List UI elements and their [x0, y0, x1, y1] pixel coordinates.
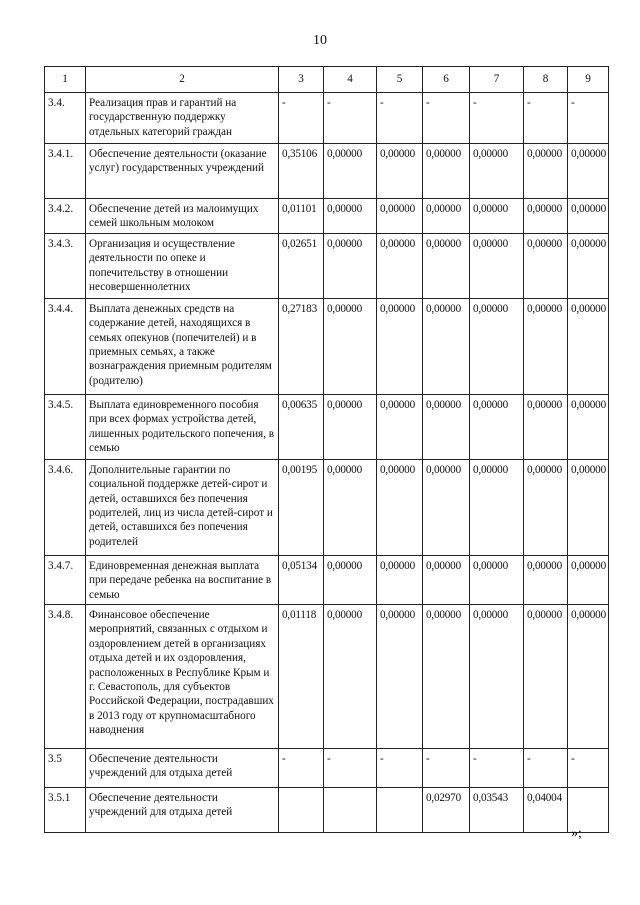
- value-cell: 0,00000: [377, 298, 423, 394]
- col-header: 1: [45, 67, 86, 93]
- table-row: [45, 233, 609, 298]
- value-cell: 0,00000: [470, 394, 524, 459]
- value-cell: 0,00000: [568, 233, 609, 298]
- row-number: 3.4.1.: [45, 144, 86, 199]
- value-cell: 0,00000: [324, 233, 377, 298]
- row-description: Выплата единовременного пособия при всех формах устройства детей, лишенных родительского попечения, в семью: [86, 394, 279, 459]
- value-cell: 0,35106: [279, 144, 324, 199]
- col-header: 7: [470, 67, 524, 93]
- table-row: [45, 394, 609, 459]
- value-cell: 0,00000: [423, 298, 470, 394]
- value-cell: 0,00000: [568, 298, 609, 394]
- row-description: Обеспечение деятельности учреждений для отдыха детей: [86, 788, 279, 833]
- row-number: 3.4.6.: [45, 459, 86, 555]
- row-description: Выплата денежных средств на содержание детей, находящихся в семьях опекунов (попечителей) и в приемных семьях, а также вознаграждения приемным родителям (родителю): [86, 298, 279, 394]
- value-cell: 0,00000: [470, 298, 524, 394]
- value-cell: 0,00000: [568, 555, 609, 604]
- value-cell: 0,00000: [524, 199, 568, 234]
- value-cell: -: [377, 749, 423, 788]
- value-cell: [324, 788, 377, 833]
- value-cell: 0,00000: [524, 298, 568, 394]
- value-cell: 0,00000: [568, 199, 609, 234]
- row-number: 3.4.4.: [45, 298, 86, 394]
- table-row: [45, 298, 609, 394]
- value-cell: 0,00000: [377, 233, 423, 298]
- value-cell: 0,00000: [524, 459, 568, 555]
- row-description: Дополнительные гарантии по социальной поддержке детей-сирот и детей, оставшихся без попечения родителей, лиц из числа детей-сирот и детей, оставшихся без попечения родителей: [86, 459, 279, 555]
- value-cell: 0,00000: [568, 394, 609, 459]
- value-cell: -: [279, 93, 324, 144]
- col-header: 8: [524, 67, 568, 93]
- value-cell: 0,00000: [568, 144, 609, 199]
- row-number: 3.5: [45, 749, 86, 788]
- value-cell: 0,00000: [377, 555, 423, 604]
- value-cell: 0,00000: [423, 199, 470, 234]
- value-cell: 0,00000: [324, 199, 377, 234]
- value-cell: 0,27183: [279, 298, 324, 394]
- value-cell: 0,00000: [470, 555, 524, 604]
- value-cell: -: [568, 93, 609, 144]
- value-cell: 0,00000: [524, 144, 568, 199]
- value-cell: 0,00000: [377, 605, 423, 749]
- row-number: 3.4.3.: [45, 233, 86, 298]
- value-cell: 0,00000: [470, 199, 524, 234]
- row-number: 3.4.8.: [45, 605, 86, 749]
- value-cell: [279, 788, 324, 833]
- budget-table: [44, 66, 609, 833]
- value-cell: 0,02970: [423, 788, 470, 833]
- value-cell: -: [324, 93, 377, 144]
- value-cell: 0,03543: [470, 788, 524, 833]
- value-cell: 0,00000: [470, 605, 524, 749]
- row-description: Единовременная денежная выплата при передаче ребенка на воспитание в семью: [86, 555, 279, 604]
- table-row: [45, 144, 609, 199]
- value-cell: -: [470, 749, 524, 788]
- value-cell: 0,00000: [324, 555, 377, 604]
- col-header: 9: [568, 67, 609, 93]
- value-cell: 0,00000: [423, 144, 470, 199]
- value-cell: 0,00000: [324, 605, 377, 749]
- value-cell: 0,00000: [524, 605, 568, 749]
- value-cell: 0,00000: [470, 144, 524, 199]
- value-cell: -: [524, 749, 568, 788]
- row-number: 3.4.5.: [45, 394, 86, 459]
- value-cell: 0,00000: [423, 555, 470, 604]
- value-cell: 0,00000: [377, 459, 423, 555]
- col-header: 2: [86, 67, 279, 93]
- value-cell: 0,00000: [524, 394, 568, 459]
- value-cell: 0,00000: [377, 199, 423, 234]
- value-cell: -: [524, 93, 568, 144]
- value-cell: -: [279, 749, 324, 788]
- value-cell: 0,00000: [524, 555, 568, 604]
- value-cell: 0,00000: [568, 459, 609, 555]
- value-cell: 0,00000: [470, 459, 524, 555]
- value-cell: -: [568, 749, 609, 788]
- value-cell: 0,00000: [423, 459, 470, 555]
- row-description: Обеспечение детей из малоимущих семей школьным молоком: [86, 199, 279, 234]
- value-cell: 0,00000: [324, 144, 377, 199]
- table-row: [45, 459, 609, 555]
- value-cell: -: [423, 93, 470, 144]
- value-cell: 0,02651: [279, 233, 324, 298]
- closing-mark: »;: [571, 826, 582, 841]
- value-cell: 0,01101: [279, 199, 324, 234]
- table-row: [45, 199, 609, 234]
- value-cell: 0,00000: [324, 298, 377, 394]
- value-cell: 0,00000: [423, 233, 470, 298]
- value-cell: -: [324, 749, 377, 788]
- row-description: Финансовое обеспечение мероприятий, связанных с отдыхом и оздоровлением детей в организациях отдыха детей и их оздоровления, расположенных в Республике Крым и г. Севастополь, для субъектов Российской Федерации, пострадавших в 2013 году от крупномасштабного наводнения: [86, 605, 279, 749]
- row-description: Реализация прав и гарантий на государственную поддержку отдельных категорий граждан: [86, 93, 279, 144]
- value-cell: 0,00000: [470, 233, 524, 298]
- value-cell: 0,00000: [377, 394, 423, 459]
- row-description: Организация и осуществление деятельности по опеке и попечительству в отношении несовершеннолетних: [86, 233, 279, 298]
- value-cell: 0,04004: [524, 788, 568, 833]
- table-row: [45, 605, 609, 749]
- table-header-row: [45, 67, 609, 93]
- value-cell: 0,01118: [279, 605, 324, 749]
- value-cell: 0,00635: [279, 394, 324, 459]
- value-cell: 0,00195: [279, 459, 324, 555]
- table-row: [45, 788, 609, 833]
- col-header: 6: [423, 67, 470, 93]
- value-cell: 0,00000: [568, 605, 609, 749]
- col-header: 3: [279, 67, 324, 93]
- page-number: 10: [313, 33, 327, 48]
- row-number: 3.4.2.: [45, 199, 86, 234]
- table-row: [45, 555, 609, 604]
- row-description: Обеспечение деятельности учреждений для отдыха детей: [86, 749, 279, 788]
- row-number: 3.4.7.: [45, 555, 86, 604]
- row-description: Обеспечение деятельности (оказание услуг) государственных учреждений: [86, 144, 279, 199]
- table-row: [45, 93, 609, 144]
- col-header: 4: [324, 67, 377, 93]
- value-cell: 0,00000: [423, 605, 470, 749]
- row-number: 3.4.: [45, 93, 86, 144]
- value-cell: -: [423, 749, 470, 788]
- value-cell: 0,05134: [279, 555, 324, 604]
- value-cell: 0,00000: [524, 233, 568, 298]
- table-row: [45, 749, 609, 788]
- value-cell: -: [470, 93, 524, 144]
- value-cell: 0,00000: [423, 394, 470, 459]
- value-cell: 0,00000: [324, 459, 377, 555]
- col-header: 5: [377, 67, 423, 93]
- value-cell: [377, 788, 423, 833]
- value-cell: 0,00000: [324, 394, 377, 459]
- value-cell: 0,00000: [377, 144, 423, 199]
- row-number: 3.5.1: [45, 788, 86, 833]
- value-cell: -: [377, 93, 423, 144]
